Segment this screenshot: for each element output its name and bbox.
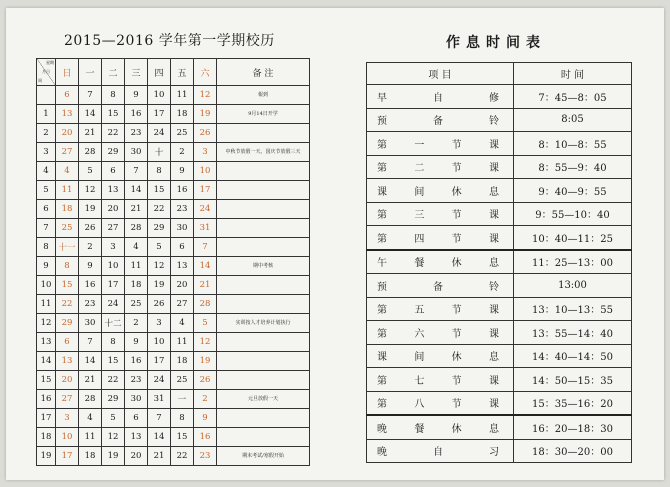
day-cell: 29	[56, 314, 79, 333]
week-number: 4	[37, 162, 56, 181]
week-number: 7	[37, 219, 56, 238]
day-cell: 26	[194, 124, 217, 143]
schedule-title: 作息时间表	[446, 35, 546, 51]
day-cell: 15	[56, 276, 79, 295]
day-cell: 3	[56, 409, 79, 428]
day-cell: 26	[148, 295, 171, 314]
day-cell: 9	[125, 333, 148, 352]
day-cell: 9	[125, 86, 148, 105]
week-note	[217, 428, 310, 447]
schedule-item	[367, 415, 514, 439]
schedule-item	[367, 274, 514, 298]
calendar-week-row	[37, 314, 310, 333]
week-note: 期末考试/寒假开始	[217, 447, 310, 466]
day-cell: 17	[194, 181, 217, 200]
day-cell: 21	[148, 447, 171, 466]
day-cell: 24	[148, 371, 171, 390]
schedule-item	[367, 132, 514, 156]
schedule-item-label: 早 自 修	[377, 92, 499, 104]
week-note	[217, 238, 310, 257]
header-item: 项 目	[367, 63, 514, 85]
weekday-header: 二	[102, 59, 125, 86]
corner-cell	[37, 59, 56, 86]
schedule-item-label: 预 备 铃	[377, 281, 499, 293]
corner-label-week: 周	[38, 78, 42, 83]
week-note	[217, 352, 310, 371]
day-cell: 4	[56, 162, 79, 181]
day-cell: 19	[79, 200, 102, 219]
day-cell: 20	[102, 200, 125, 219]
day-cell: 3	[148, 314, 171, 333]
day-cell: 25	[171, 371, 194, 390]
week-number: 14	[37, 352, 56, 371]
schedule-time: 8:05	[514, 108, 632, 132]
day-cell: 7	[194, 238, 217, 257]
week-note: 实训按人才培养计划执行	[217, 314, 310, 333]
day-cell: 23	[125, 124, 148, 143]
day-cell: 9	[79, 257, 102, 276]
school-calendar-table	[36, 58, 310, 466]
day-cell: 13	[56, 105, 79, 124]
day-cell: 6	[125, 409, 148, 428]
week-number: 6	[37, 200, 56, 219]
schedule-item-label: 第 四 节 课	[377, 233, 499, 245]
day-cell: 17	[102, 276, 125, 295]
day-cell: 28	[125, 219, 148, 238]
calendar-title: 2015—2016 学年第一学期校历	[64, 33, 275, 49]
day-cell: 27	[56, 390, 79, 409]
week-note	[217, 219, 310, 238]
day-cell: 11	[171, 86, 194, 105]
day-cell: 6	[102, 162, 125, 181]
day-cell: 20	[56, 124, 79, 143]
schedule-row	[367, 155, 632, 179]
calendar-week-row	[37, 219, 310, 238]
day-cell: 7	[125, 162, 148, 181]
schedule-time: 9：40—9：55	[514, 179, 632, 203]
schedule-time: 9：55—10：40	[514, 202, 632, 226]
day-cell: 29	[148, 219, 171, 238]
day-cell: 11	[171, 333, 194, 352]
day-cell: 28	[194, 295, 217, 314]
day-cell: 14	[125, 181, 148, 200]
calendar-week-row	[37, 143, 310, 162]
calendar-week-row	[37, 105, 310, 124]
day-cell: 10	[148, 86, 171, 105]
day-cell: 16	[194, 428, 217, 447]
day-cell: 17	[148, 105, 171, 124]
schedule-row	[367, 415, 632, 439]
week-note: 報到	[217, 86, 310, 105]
day-cell: 12	[102, 428, 125, 447]
weekday-header: 五	[171, 59, 194, 86]
weekday-header: 一	[79, 59, 102, 86]
schedule-item	[367, 108, 514, 132]
week-note	[217, 371, 310, 390]
daily-schedule-table	[366, 62, 632, 463]
day-cell: 2	[125, 314, 148, 333]
corner-label-date: 月日	[42, 69, 50, 74]
day-cell: 8	[148, 162, 171, 181]
weekday-header: 六	[194, 59, 217, 86]
calendar-week-row	[37, 162, 310, 181]
day-cell: 11	[79, 428, 102, 447]
calendar-week-row	[37, 257, 310, 276]
week-number: 5	[37, 181, 56, 200]
day-cell: 7	[79, 333, 102, 352]
day-cell: 6	[56, 333, 79, 352]
week-number	[37, 86, 56, 105]
week-number: 8	[37, 238, 56, 257]
schedule-header-row	[367, 63, 632, 85]
day-cell: 5	[194, 314, 217, 333]
day-cell: 15	[102, 352, 125, 371]
day-cell: 5	[102, 409, 125, 428]
schedule-row	[367, 179, 632, 203]
corner-label-weekday: 星期	[46, 60, 54, 65]
day-cell: 10	[194, 162, 217, 181]
schedule-row	[367, 368, 632, 392]
week-number: 16	[37, 390, 56, 409]
day-cell: 6	[171, 238, 194, 257]
day-cell: 24	[194, 200, 217, 219]
schedule-time: 15：35—16：20	[514, 391, 632, 415]
calendar-week-row	[37, 352, 310, 371]
week-number: 18	[37, 428, 56, 447]
day-cell: 19	[148, 276, 171, 295]
day-cell: 25	[171, 124, 194, 143]
day-cell: 30	[79, 314, 102, 333]
day-cell: 21	[79, 371, 102, 390]
schedule-item-label: 第 八 节 课	[377, 399, 499, 411]
schedule-item-label: 第 五 节 课	[377, 305, 499, 317]
schedule-row	[367, 439, 632, 463]
day-cell: 15	[171, 428, 194, 447]
day-cell: 31	[148, 390, 171, 409]
schedule-item	[367, 321, 514, 345]
day-cell: 4	[79, 409, 102, 428]
day-cell: 十	[148, 143, 171, 162]
week-note	[217, 162, 310, 181]
day-cell: 27	[171, 295, 194, 314]
schedule-item-label: 晚 自 习	[377, 447, 499, 459]
calendar-week-row	[37, 238, 310, 257]
day-cell: 25	[56, 219, 79, 238]
day-cell: 2	[171, 143, 194, 162]
day-cell: 十二	[102, 314, 125, 333]
day-cell: 18	[171, 105, 194, 124]
day-cell: 5	[79, 162, 102, 181]
day-cell: 31	[194, 219, 217, 238]
week-note	[217, 200, 310, 219]
calendar-week-row	[37, 409, 310, 428]
schedule-item	[367, 439, 514, 463]
day-cell: 8	[102, 333, 125, 352]
week-number: 12	[37, 314, 56, 333]
schedule-item	[367, 155, 514, 179]
day-cell: 16	[125, 105, 148, 124]
day-cell: 18	[171, 352, 194, 371]
day-cell: 22	[102, 371, 125, 390]
day-cell: 8	[56, 257, 79, 276]
schedule-row	[367, 85, 632, 109]
schedule-item-label: 午 餐 休 息	[377, 258, 499, 270]
day-cell: 8	[102, 86, 125, 105]
schedule-item-label: 晚 餐 休 息	[377, 423, 499, 435]
day-cell: 15	[102, 105, 125, 124]
day-cell: 12	[194, 333, 217, 352]
schedule-item-label: 课 间 休 息	[377, 186, 499, 198]
day-cell: 21	[194, 276, 217, 295]
week-note	[217, 124, 310, 143]
day-cell: 20	[56, 371, 79, 390]
schedule-item	[367, 391, 514, 415]
day-cell: 23	[125, 371, 148, 390]
day-cell: 7	[148, 409, 171, 428]
day-cell: 27	[102, 219, 125, 238]
day-cell: 20	[125, 447, 148, 466]
schedule-row	[367, 274, 632, 298]
day-cell: 2	[79, 238, 102, 257]
day-cell: 3	[194, 143, 217, 162]
schedule-item	[367, 250, 514, 274]
day-cell: 27	[56, 143, 79, 162]
schedule-row	[367, 132, 632, 156]
day-cell: 29	[102, 143, 125, 162]
day-cell: 14	[79, 105, 102, 124]
schedule-item-label: 第 一 节 课	[377, 139, 499, 151]
day-cell: 26	[194, 371, 217, 390]
calendar-week-row	[37, 181, 310, 200]
day-cell: 21	[125, 200, 148, 219]
day-cell: 28	[79, 390, 102, 409]
week-number: 11	[37, 295, 56, 314]
schedule-row	[367, 202, 632, 226]
schedule-time: 13:00	[514, 274, 632, 298]
day-cell: 18	[56, 200, 79, 219]
schedule-time: 11：25—13：00	[514, 250, 632, 274]
schedule-item	[367, 202, 514, 226]
day-cell: 2	[194, 390, 217, 409]
week-number: 3	[37, 143, 56, 162]
schedule-time: 14：40—14：50	[514, 344, 632, 368]
schedule-item	[367, 226, 514, 250]
schedule-item-label: 预 备 铃	[377, 116, 499, 128]
day-cell: 22	[102, 124, 125, 143]
week-note	[217, 295, 310, 314]
calendar-header-row	[37, 59, 310, 86]
notes-header: 备 注	[217, 59, 310, 86]
week-note	[217, 333, 310, 352]
header-time: 时 间	[514, 63, 632, 85]
schedule-item-label: 第 七 节 课	[377, 375, 499, 387]
day-cell: 26	[79, 219, 102, 238]
week-note: 9月14日开学	[217, 105, 310, 124]
day-cell: 4	[125, 238, 148, 257]
week-note	[217, 181, 310, 200]
day-cell: 19	[102, 447, 125, 466]
day-cell: 23	[171, 200, 194, 219]
schedule-item	[367, 85, 514, 109]
calendar-week-row	[37, 371, 310, 390]
day-cell: 24	[148, 124, 171, 143]
day-cell: 30	[125, 390, 148, 409]
calendar-week-row	[37, 276, 310, 295]
week-note: 中秋节放假一天、国庆节放假三天	[217, 143, 310, 162]
day-cell: 12	[148, 257, 171, 276]
day-cell: 14	[148, 428, 171, 447]
week-note: 元旦放假一天	[217, 390, 310, 409]
day-cell: 11	[125, 257, 148, 276]
day-cell: 12	[194, 86, 217, 105]
week-number: 10	[37, 276, 56, 295]
day-cell: 11	[56, 181, 79, 200]
day-cell: 10	[148, 333, 171, 352]
day-cell: 30	[125, 143, 148, 162]
day-cell: 16	[79, 276, 102, 295]
schedule-row	[367, 344, 632, 368]
day-cell: 14	[194, 257, 217, 276]
day-cell: 29	[102, 390, 125, 409]
schedule-time: 14：50—15：35	[514, 368, 632, 392]
day-cell: 22	[56, 295, 79, 314]
calendar-week-row	[37, 333, 310, 352]
schedule-row	[367, 321, 632, 345]
calendar-week-row	[37, 124, 310, 143]
week-note	[217, 409, 310, 428]
day-cell: 4	[171, 314, 194, 333]
day-cell: 23	[194, 447, 217, 466]
schedule-item-label: 第 六 节 课	[377, 328, 499, 340]
day-cell: 一	[171, 390, 194, 409]
day-cell: 9	[171, 162, 194, 181]
day-cell: 13	[56, 352, 79, 371]
day-cell: 23	[79, 295, 102, 314]
schedule-time: 13：10—13：55	[514, 297, 632, 321]
schedule-time: 7：45—8：05	[514, 85, 632, 109]
calendar-week-row	[37, 200, 310, 219]
day-cell: 20	[171, 276, 194, 295]
day-cell: 17	[148, 352, 171, 371]
weekday-header: 日	[56, 59, 79, 86]
calendar-week-row	[37, 295, 310, 314]
day-cell: 16	[171, 181, 194, 200]
day-cell: 12	[79, 181, 102, 200]
day-cell: 22	[171, 447, 194, 466]
schedule-item	[367, 179, 514, 203]
day-cell: 十一	[56, 238, 79, 257]
calendar-week-row	[37, 447, 310, 466]
day-cell: 13	[125, 428, 148, 447]
day-cell: 16	[125, 352, 148, 371]
schedule-time: 8：55—9：40	[514, 155, 632, 179]
schedule-item	[367, 368, 514, 392]
schedule-row	[367, 297, 632, 321]
schedule-item	[367, 297, 514, 321]
day-cell: 8	[171, 409, 194, 428]
week-number: 13	[37, 333, 56, 352]
schedule-time: 18：30—20：00	[514, 439, 632, 463]
day-cell: 19	[194, 105, 217, 124]
week-number: 19	[37, 447, 56, 466]
week-note: 期中考核	[217, 257, 310, 276]
calendar-week-row	[37, 390, 310, 409]
day-cell: 17	[56, 447, 79, 466]
day-cell: 15	[148, 181, 171, 200]
schedule-row	[367, 108, 632, 132]
schedule-time: 10：40—11：25	[514, 226, 632, 250]
day-cell: 18	[79, 447, 102, 466]
day-cell: 22	[148, 200, 171, 219]
week-number: 15	[37, 371, 56, 390]
day-cell: 24	[102, 295, 125, 314]
day-cell: 14	[79, 352, 102, 371]
day-cell: 7	[79, 86, 102, 105]
day-cell: 3	[102, 238, 125, 257]
day-cell: 5	[148, 238, 171, 257]
day-cell: 21	[79, 124, 102, 143]
day-cell: 25	[125, 295, 148, 314]
schedule-item-label: 第 二 节 课	[377, 163, 499, 175]
calendar-week-row	[37, 428, 310, 447]
day-cell: 10	[102, 257, 125, 276]
schedule-item-label: 课 间 休 息	[377, 352, 499, 364]
schedule-item-label: 第 三 节 课	[377, 210, 499, 222]
schedule-row	[367, 250, 632, 274]
day-cell: 9	[194, 409, 217, 428]
weekday-header: 三	[125, 59, 148, 86]
day-cell: 30	[171, 219, 194, 238]
schedule-row	[367, 226, 632, 250]
day-cell: 18	[125, 276, 148, 295]
day-cell: 28	[79, 143, 102, 162]
day-cell: 6	[56, 86, 79, 105]
schedule-item	[367, 344, 514, 368]
schedule-time: 16：20—18：30	[514, 415, 632, 439]
day-cell: 13	[171, 257, 194, 276]
schedule-row	[367, 391, 632, 415]
day-cell: 13	[102, 181, 125, 200]
weekday-header: 四	[148, 59, 171, 86]
week-note	[217, 276, 310, 295]
day-cell: 10	[56, 428, 79, 447]
week-number: 2	[37, 124, 56, 143]
day-cell: 19	[194, 352, 217, 371]
week-number: 17	[37, 409, 56, 428]
week-number: 9	[37, 257, 56, 276]
calendar-week-row	[37, 86, 310, 105]
schedule-time: 13：55—14：40	[514, 321, 632, 345]
schedule-time: 8：10—8：55	[514, 132, 632, 156]
week-number: 1	[37, 105, 56, 124]
